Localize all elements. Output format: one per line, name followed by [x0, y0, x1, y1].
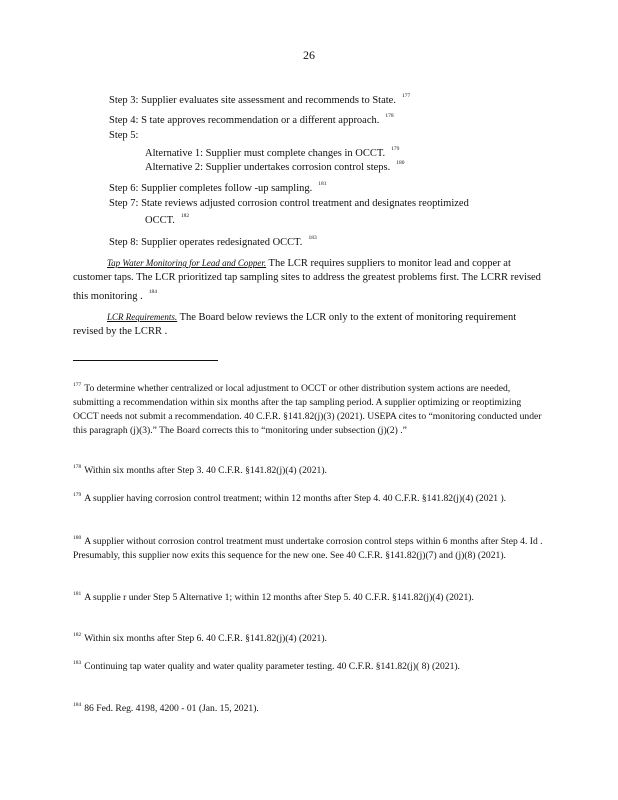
footnote-184: $^{184}$ 86 Fed. Reg. 4198, 4200 - 01 (Jan. 15, 2021). — [73, 702, 259, 714]
footnote-182: $^{182}$ Within six months after Step 6. 40 C.F.R. §141.82(j)(4) (2021). — [73, 632, 327, 644]
footnote-ref-182: 182 — [180, 213, 190, 219]
step-5-alternative-2: Alternative 2: Supplier undertakes corrosion control steps. $^{180}$ — [145, 160, 405, 173]
footnote-ref-181: 181 — [318, 181, 327, 187]
paragraph-text: The Board below reviews the LCR only to the extent of monitoring requirement revised by the LCRR . — [73, 312, 517, 337]
step-3: Step 3: Supplier evaluates site assessment and recommends to State. $^{177}$ — [109, 93, 411, 106]
footnote-ref-184: 184 — [148, 289, 157, 295]
step-8: Step 8: Supplier operates redesignated OCCT. $^{183}$ — [109, 235, 317, 248]
step-7-continuation: OCCT. $^{182}$ — [145, 213, 190, 226]
section-heading: LCR Requirements. — [107, 312, 178, 322]
footnote-ref-180: 180 — [396, 160, 405, 166]
footnote-177: $^{177}$ To determine whether centralized or local adjustment to OCCT or other distribution system actions are needed, submitting a recommendation within six months after the tap sampling period. A supplier optimizing or reoptimizing OCCT needs not submit a recommendation. 40 C.F.R. §141.82(j)(3) (2021). USEPA cites to “monitoring conducted under this paragraph (j)(3).” The Board corrects this to “monitoring under subsection (j)(2) .” — [73, 382, 542, 436]
section-heading: Tap Water Monitoring for Lead and Copper. — [107, 258, 267, 268]
footnote-180: $^{180}$ A supplier without corrosion control treatment must undertake corrosion control steps within 6 months after Step 4. Id . Presumably, this supplier now exits this sequence for the new one. See 40 C.F.R. §141.82(j)(7) and (j)(8) (2021). — [73, 535, 543, 561]
footnote-ref-177: 177 — [401, 93, 411, 99]
paragraph-tap-water-monitoring — [73, 256, 543, 304]
page-number: 26 — [303, 48, 315, 62]
footnote-178: $^{178}$ Within six months after Step 3. 40 C.F.R. §141.82(j)(4) (2021). — [73, 464, 327, 476]
step-6: Step 6: Supplier completes follow -up sampling. $^{181}$ — [109, 181, 327, 194]
footnote-divider — [73, 360, 218, 361]
footnote-179: $^{179}$ A supplier having corrosion control treatment; within 12 months after Step 4. 40 C.F.R. §141.82(j)(4) (2021 ). — [73, 492, 507, 504]
step-5: Step 5: — [109, 130, 139, 141]
footnote-181: $^{181}$ A supplie r under Step 5 Alternative 1; within 12 months after Step 5. 40 C.F.R. §141.82(j)(4) (2021). — [73, 591, 474, 603]
footnote-183: $^{183}$ Continuing tap water quality and water quality parameter testing. 40 C.F.R. §141.82(j)( 8) (2021). — [73, 660, 460, 672]
paragraph-lcr-requirements — [73, 310, 543, 339]
step-7: Step 7: State reviews adjusted corrosion control treatment and designates reoptimized — [109, 198, 469, 209]
step-5-alternative-1: Alternative 1: Supplier must complete changes in OCCT. $^{179}$ — [145, 146, 400, 159]
footnote-ref-179: 179 — [391, 146, 400, 152]
footnote-ref-178: 178 — [385, 113, 394, 119]
footnote-ref-183: 183 — [308, 235, 317, 241]
step-4: Step 4: S tate approves recommendation or a different approach. $^{178}$ — [109, 113, 394, 126]
paragraph-text: The LCR requires suppliers to monitor lead and copper at customer taps. The LCR prioritized tap sampling sites to address the greatest problems first. The LCRR revised this monitoring . — [73, 258, 541, 302]
